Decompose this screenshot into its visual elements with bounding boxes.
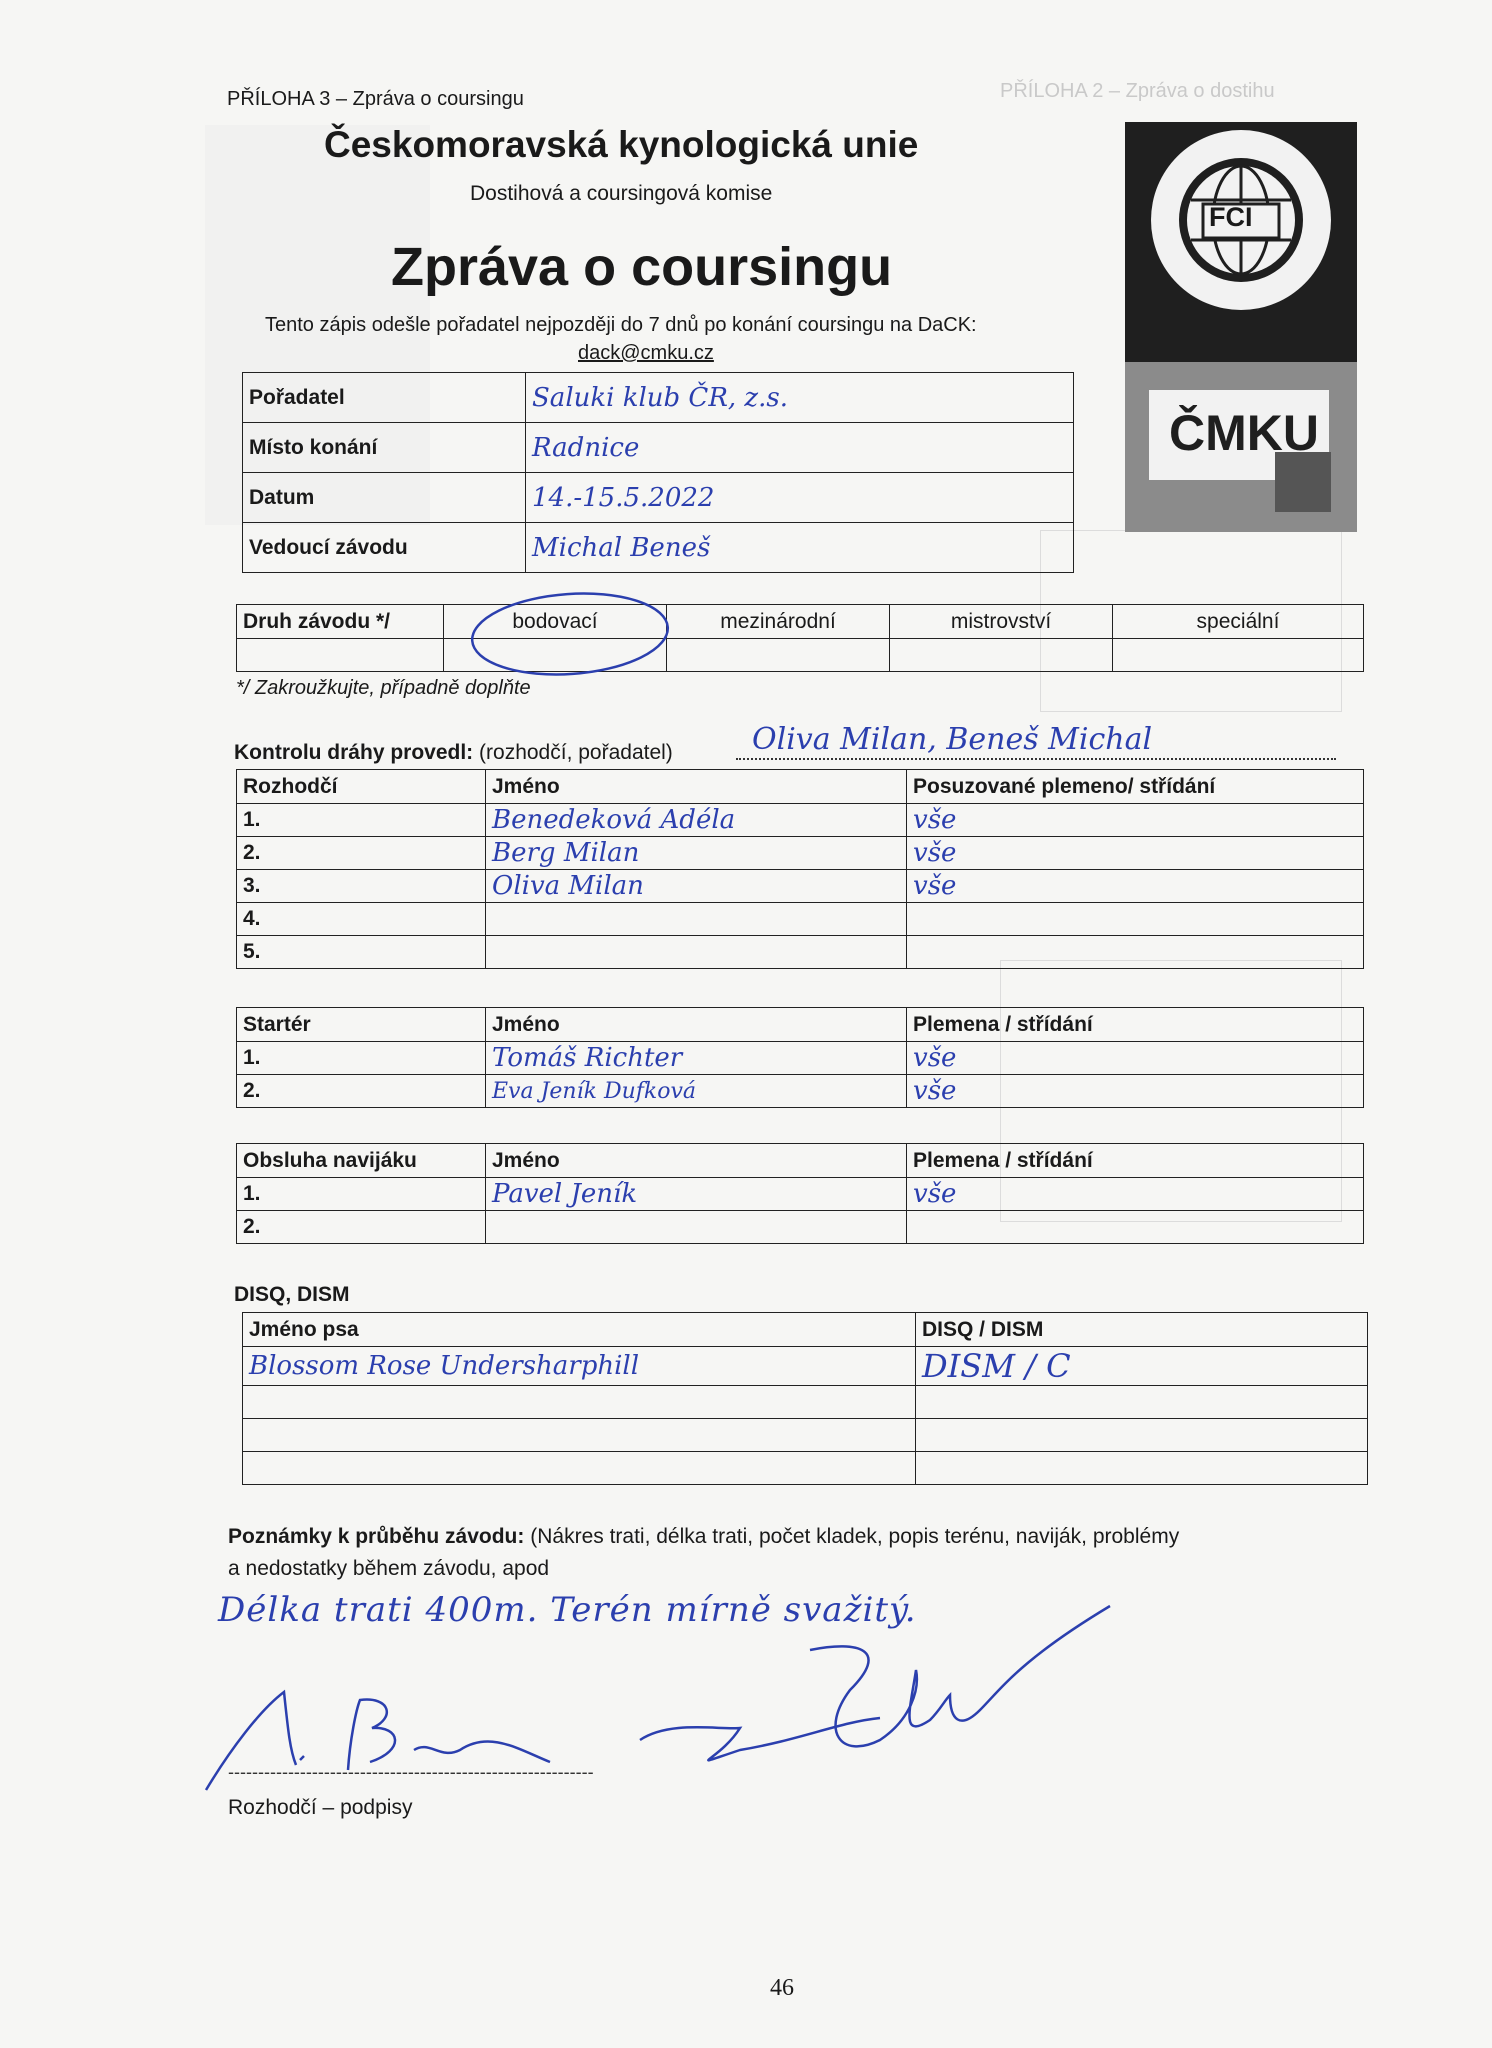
committee-name: Dostihová a coursingová komise — [470, 182, 773, 205]
judge-breed[interactable] — [907, 903, 1364, 936]
judge-name[interactable] — [486, 936, 907, 969]
director-value[interactable]: Michal Beneš — [526, 523, 1074, 573]
event-info-table — [242, 372, 1074, 573]
organizer-label: Pořadatel — [243, 373, 526, 423]
row-number: 1. — [237, 804, 486, 837]
judge-breed[interactable] — [907, 936, 1364, 969]
starters-header-name: Jméno — [486, 1008, 907, 1042]
table-row — [237, 903, 1364, 936]
race-type-label: Druh závodu */ — [237, 605, 444, 639]
judge-name[interactable]: Oliva Milan — [486, 870, 907, 903]
judge-breed[interactable]: vše — [907, 804, 1364, 837]
logo-block — [1125, 122, 1357, 532]
judges-table — [236, 769, 1364, 969]
lure-header-breed: Plemena / střídání — [907, 1144, 1364, 1178]
race-type-option-mezinarodni[interactable]: mezinárodní — [667, 605, 890, 639]
track-control-value[interactable]: Oliva Milan, Beneš Michal — [752, 722, 1153, 757]
disq-dog-name[interactable] — [243, 1419, 916, 1452]
disq-status[interactable] — [916, 1419, 1368, 1452]
disq-status[interactable]: DISM / C — [916, 1347, 1368, 1386]
judge-breed[interactable]: vše — [907, 870, 1364, 903]
judges-header-breed: Posuzované plemeno/ střídání — [907, 770, 1364, 804]
organizer-value[interactable]: Saluki klub ČR, z.s. — [526, 373, 1074, 423]
place-value[interactable]: Radnice — [526, 423, 1074, 473]
lure-header-name: Jméno — [486, 1144, 907, 1178]
org-name: Českomoravská kynologická unie — [324, 124, 919, 165]
notes-block — [228, 1521, 1368, 1585]
email-link[interactable]: dack@cmku.cz — [578, 342, 714, 364]
row-number: 1. — [237, 1178, 486, 1211]
judges-header-name: Jméno — [486, 770, 907, 804]
row-number: 4. — [237, 903, 486, 936]
race-type-table — [236, 604, 1364, 672]
table-row — [237, 837, 1364, 870]
disq-dog-name[interactable]: Blossom Rose Undersharphill — [243, 1347, 916, 1386]
table-row — [243, 1419, 1368, 1452]
disq-header-status: DISQ / DISM — [916, 1313, 1368, 1347]
disq-status[interactable] — [916, 1452, 1368, 1485]
notes-hint-line2: a nedostatky během závodu, apod — [228, 1557, 550, 1580]
table-row — [243, 1386, 1368, 1419]
lure-operator-breed[interactable]: vše — [907, 1178, 1364, 1211]
starters-header-breed: Plemena / střídání — [907, 1008, 1364, 1042]
lure-header-role: Obsluha navijáku — [237, 1144, 486, 1178]
notes-label: Poznámky k průběhu závodu: — [228, 1525, 525, 1548]
lure-operators-table — [236, 1143, 1364, 1244]
fci-logo — [1125, 122, 1357, 532]
track-control-dots — [736, 758, 1336, 760]
track-control-hint: (rozhodčí, pořadatel) — [479, 741, 673, 764]
table-row — [237, 1042, 1364, 1075]
cmku-logo-text: ČMKU — [1169, 405, 1319, 461]
table-row — [237, 870, 1364, 903]
row-number: 1. — [237, 1042, 486, 1075]
lure-operator-name[interactable]: Pavel Jeník — [486, 1178, 907, 1211]
judge-name[interactable]: Benedeková Adéla — [486, 804, 907, 837]
row-number: 3. — [237, 870, 486, 903]
track-control-line — [234, 741, 673, 765]
race-type-option-specialni[interactable]: speciální — [1113, 605, 1364, 639]
row-number: 2. — [237, 1211, 486, 1244]
starters-table — [236, 1007, 1364, 1108]
page-title: Zpráva o coursingu — [391, 237, 893, 297]
row-number: 2. — [237, 837, 486, 870]
table-row — [237, 1211, 1364, 1244]
starter-name[interactable]: Tomáš Richter — [486, 1042, 907, 1075]
disq-table — [242, 1312, 1368, 1485]
race-type-option-bodovaci[interactable]: bodovací — [444, 605, 667, 639]
judge-name[interactable]: Berg Milan — [486, 837, 907, 870]
table-row — [237, 936, 1364, 969]
lure-operator-breed[interactable] — [907, 1211, 1364, 1244]
judges-header-role: Rozhodčí — [237, 770, 486, 804]
fci-center-text: FCI — [1209, 202, 1253, 232]
table-row — [243, 1347, 1368, 1386]
table-row — [237, 804, 1364, 837]
race-type-option-mistrovstvi[interactable]: mistrovství — [890, 605, 1113, 639]
date-label: Datum — [243, 473, 526, 523]
disq-header-dog: Jméno psa — [243, 1313, 916, 1347]
row-number: 5. — [237, 936, 486, 969]
table-row — [237, 1178, 1364, 1211]
attachment-label: PŘÍLOHA 3 – Zpráva o coursingu — [227, 88, 524, 110]
director-label: Vedoucí závodu — [243, 523, 526, 573]
starter-breed[interactable]: vše — [907, 1075, 1364, 1108]
table-row — [237, 1075, 1364, 1108]
disq-dog-name[interactable] — [243, 1386, 916, 1419]
page-number: 46 — [770, 1975, 794, 2001]
lure-operator-name[interactable] — [486, 1211, 907, 1244]
row-number: 2. — [237, 1075, 486, 1108]
judge-name[interactable] — [486, 903, 907, 936]
track-control-label: Kontrolu dráhy provedl: — [234, 741, 474, 764]
instructions: Tento zápis odešle pořadatel nejpozději do 7 dnů po konání coursingu na DaCK: — [265, 314, 977, 336]
disq-section-title: DISQ, DISM — [234, 1283, 350, 1306]
disq-status[interactable] — [916, 1386, 1368, 1419]
race-type-footnote: */ Zakroužkujte, případně doplňte — [236, 677, 531, 699]
notes-value[interactable]: Délka trati 400m. Terén mírně svažitý. — [218, 1590, 917, 1630]
starters-header-role: Startér — [237, 1008, 486, 1042]
place-label: Místo konání — [243, 423, 526, 473]
selection-circle — [465, 588, 675, 680]
date-value[interactable]: 14.-15.5.2022 — [526, 473, 1074, 523]
disq-dog-name[interactable] — [243, 1452, 916, 1485]
signature-line: ------------------------------------------------------------- — [228, 1762, 594, 1782]
signature-label: Rozhodčí – podpisy — [228, 1796, 413, 1819]
table-row — [243, 1452, 1368, 1485]
starter-breed[interactable]: vše — [907, 1042, 1364, 1075]
bleed-text: PŘÍLOHA 2 – Zpráva o dostihu — [1000, 80, 1275, 102]
notes-hint-line1: (Nákres trati, délka trati, počet kladek, popis terénu, naviják, problémy — [530, 1525, 1180, 1548]
judge-breed[interactable]: vše — [907, 837, 1364, 870]
starter-name[interactable]: Eva Jeník Dufková — [486, 1075, 907, 1108]
